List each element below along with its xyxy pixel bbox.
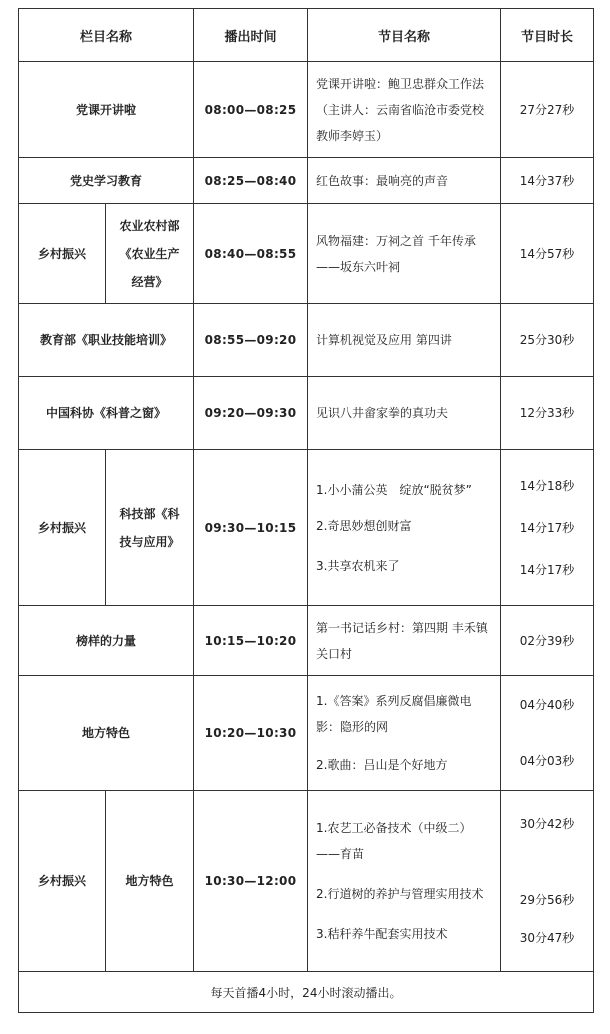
duration: 14分57秒 xyxy=(501,204,594,304)
duration-item: 14分18秒 xyxy=(519,478,575,493)
table-row xyxy=(19,62,594,158)
duration: 27分27秒 xyxy=(501,62,594,158)
air-time: 08:00—08:25 xyxy=(194,62,308,158)
column-name: 中国科协《科普之窗》 xyxy=(19,377,194,450)
column-name: 乡村振兴 xyxy=(19,791,106,972)
schedule-table xyxy=(18,8,594,1013)
duration-item: 30分42秒 xyxy=(519,817,575,831)
table-row xyxy=(19,377,594,450)
table-footer-row xyxy=(19,972,594,1013)
duration: 25分30秒 xyxy=(501,304,594,377)
program-item: 2.奇思妙想创财富 xyxy=(316,518,412,533)
duration: 02分39秒 xyxy=(501,606,594,676)
program-name: 第一书记话乡村：第四期 丰禾镇关口村 xyxy=(308,606,501,676)
sub-column-name: 农业农村部《农业生产经营》 xyxy=(106,204,194,304)
program-name: 见识八井畲家拳的真功夫 xyxy=(308,377,501,450)
duration-item: 30分47秒 xyxy=(519,931,575,945)
column-name: 党课开讲啦 xyxy=(19,62,194,158)
header-air-time: 播出时间 xyxy=(194,9,308,62)
duration-list xyxy=(501,450,594,606)
program-name: 党课开讲啦：鲍卫忠群众工作法（主讲人：云南省临沧市委党校教师李婷玉） xyxy=(308,62,501,158)
duration: 12分33秒 xyxy=(501,377,594,450)
table-row xyxy=(19,450,594,606)
air-time: 09:20—09:30 xyxy=(194,377,308,450)
duration-item: 04分03秒 xyxy=(519,754,575,768)
column-name: 榜样的力量 xyxy=(19,606,194,676)
sub-column-name: 科技部《科技与应用》 xyxy=(106,450,194,606)
program-list xyxy=(308,676,501,791)
air-time: 10:30—12:00 xyxy=(194,791,308,972)
program-item: 1.农艺工必备技术（中级二）——育苗 xyxy=(316,821,472,861)
table-row xyxy=(19,606,594,676)
table-row xyxy=(19,158,594,204)
air-time: 10:15—10:20 xyxy=(194,606,308,676)
program-name: 计算机视觉及应用 第四讲 xyxy=(308,304,501,377)
duration-item: 29分56秒 xyxy=(519,893,575,907)
table-row xyxy=(19,676,594,791)
footer-note: 每天首播4小时，24小时滚动播出。 xyxy=(19,972,594,1013)
column-name: 地方特色 xyxy=(19,676,194,791)
air-time: 10:20—10:30 xyxy=(194,676,308,791)
program-item: 3.秸秆养牛配套实用技术 xyxy=(316,927,448,941)
duration-item: 04分40秒 xyxy=(519,698,575,712)
column-name: 乡村振兴 xyxy=(19,450,106,606)
table-row xyxy=(19,204,594,304)
program-item: 1.小小蒲公英 绽放“脱贫梦” xyxy=(316,482,472,497)
duration-list xyxy=(501,676,594,791)
column-name: 党史学习教育 xyxy=(19,158,194,204)
program-item: 1.《答案》系列反腐倡廉微电影：隐形的网 xyxy=(316,694,472,734)
column-name: 教育部《职业技能培训》 xyxy=(19,304,194,377)
program-list xyxy=(308,791,501,972)
program-name: 红色故事：最响亮的声音 xyxy=(308,158,501,204)
header-duration: 节目时长 xyxy=(501,9,594,62)
air-time: 08:40—08:55 xyxy=(194,204,308,304)
sub-column-name: 地方特色 xyxy=(106,791,194,972)
table-row xyxy=(19,791,594,972)
header-program-name: 节目名称 xyxy=(308,9,501,62)
header-column-name: 栏目名称 xyxy=(19,9,194,62)
table-header-row xyxy=(19,9,594,62)
column-name: 乡村振兴 xyxy=(19,204,106,304)
duration-item: 14分17秒 xyxy=(519,520,575,535)
program-list xyxy=(308,450,501,606)
air-time: 08:25—08:40 xyxy=(194,158,308,204)
program-name: 风物福建：万祠之首 千年传承——坂东六叶祠 xyxy=(308,204,501,304)
duration-list xyxy=(501,791,594,972)
program-item: 2.歌曲：吕山是个好地方 xyxy=(316,758,448,772)
program-item: 2.行道树的养护与管理实用技术 xyxy=(316,887,484,901)
program-item: 3.共享农机来了 xyxy=(316,558,400,573)
air-time: 09:30—10:15 xyxy=(194,450,308,606)
duration-item: 14分17秒 xyxy=(519,562,575,577)
air-time: 08:55—09:20 xyxy=(194,304,308,377)
table-row xyxy=(19,304,594,377)
duration: 14分37秒 xyxy=(501,158,594,204)
